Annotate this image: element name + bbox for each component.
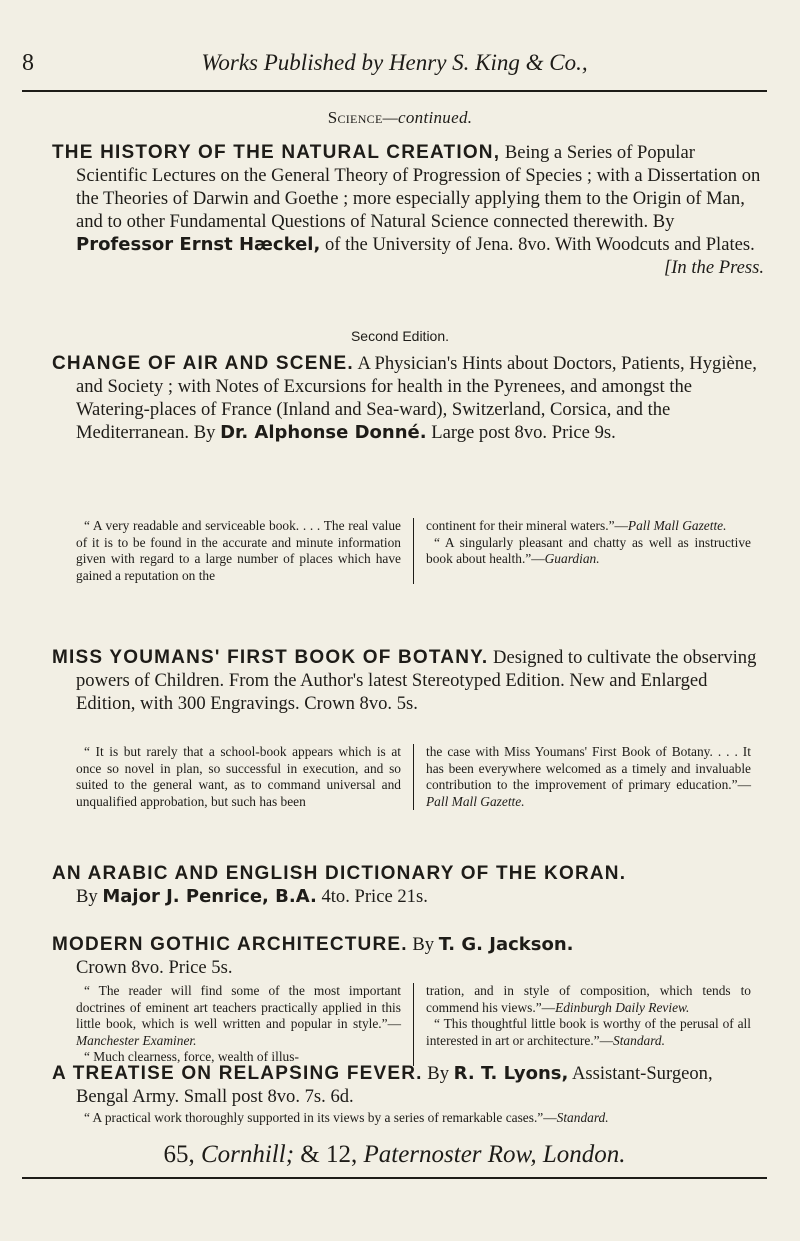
review-quote: “ A singularly pleasant and chatty as well as instructive book about health.”—Guardian. bbox=[426, 534, 751, 567]
quote-column-left bbox=[76, 518, 401, 584]
review-source: Edinburgh Daily Review. bbox=[555, 999, 690, 1015]
entry-description: Being a Series of Popular Scientific Lectures on the General Theory of Progression of Species ; with a Dissertation on the Theories of Darwin and Goethe ; more especially applying them to the Origin of Man, and to other Fundamental Questions of Natural Science connected therewith. By bbox=[76, 142, 761, 232]
review-quotes bbox=[76, 983, 756, 1066]
entry-author: T. G. Jackson. bbox=[438, 934, 574, 955]
page-footer bbox=[22, 1141, 767, 1179]
entry-description-tail: of the University of Jena. 8vo. With Woodcuts and Plates. bbox=[320, 234, 755, 255]
footer-street: Cornhill; bbox=[200, 1141, 301, 1168]
review-quote: tration, and in style of composition, which tends to commend his views.”—Edinburgh Daily Review. bbox=[426, 983, 751, 1015]
review-quotes bbox=[76, 744, 756, 810]
entry-status: [In the Press. bbox=[663, 257, 764, 278]
entry-title: A TREATISE ON RELAPSING FEVER. bbox=[52, 1063, 423, 1084]
column-divider bbox=[413, 983, 414, 1066]
entry-body bbox=[52, 141, 764, 256]
entry-description-tail: 4to. Price 21s. bbox=[316, 886, 428, 907]
edition-note: Second Edition. bbox=[350, 328, 450, 344]
entry-author: Dr. Alphonse Donné. bbox=[220, 422, 427, 443]
entry-history-natural-creation bbox=[52, 141, 764, 279]
section-name: Science bbox=[327, 108, 383, 127]
review-source: Manchester Examiner. bbox=[76, 1032, 197, 1048]
page-number: 8 bbox=[22, 50, 34, 76]
review-quote: “ A practical work thoroughly supported in its views by a series of remarkable cases.”—Standard. bbox=[84, 1110, 609, 1125]
column-divider bbox=[413, 518, 414, 584]
entry-body bbox=[52, 933, 764, 979]
entry-body bbox=[52, 352, 764, 444]
quote-column-left bbox=[76, 983, 401, 1066]
entry-gothic-architecture bbox=[52, 933, 764, 979]
entry-title: MISS YOUMANS' FIRST BOOK OF BOTANY. bbox=[52, 647, 489, 668]
footer-street2: Paternoster Row, London. bbox=[363, 1141, 626, 1168]
entry-body bbox=[52, 646, 764, 715]
review-source: Pall Mall Gazette. bbox=[426, 793, 525, 809]
footer-amp: & bbox=[300, 1141, 326, 1168]
section-heading bbox=[0, 108, 800, 128]
entry-author: R. T. Lyons, bbox=[453, 1063, 569, 1084]
review-quote: the case with Miss Youmans' First Book of Botany. . . . It has been everywhere welcomed as a timely and invaluable contribution to the improvement of primary education.”—Pall Mall Gazette. bbox=[426, 744, 751, 809]
section-suffix: —continued. bbox=[382, 108, 473, 127]
entry-body bbox=[52, 862, 764, 908]
quote-column-left bbox=[76, 744, 401, 810]
page-header bbox=[22, 50, 767, 92]
review-source: Guardian. bbox=[544, 551, 600, 567]
entry-title: MODERN GOTHIC ARCHITECTURE. bbox=[52, 934, 408, 955]
entry-description: A Physician's Hints about Doctors, Patients, Hygiène, and Society ; with Notes of Excursions for health in the Pyrenees, and amongst the Watering-places of France (Inland and Sea-ward), Switzerland, Corsica, and the Mediterranean. By bbox=[76, 353, 757, 443]
entry-title: CHANGE OF AIR AND SCENE. bbox=[52, 353, 354, 374]
entry-arabic-dictionary bbox=[52, 862, 764, 908]
review-quotes bbox=[76, 518, 756, 584]
running-head: Works Published by Henry S. King & Co., bbox=[201, 50, 588, 75]
entry-author: Major J. Penrice, B.A. bbox=[102, 886, 317, 907]
review-quote: “ It is but rarely that a school-book appears which is at once so novel in plan, so successful in execution, and so suited to the general want, as to command universal and unqualified approbation, but such has been bbox=[76, 744, 401, 809]
review-quote: “ A very readable and serviceable book. . . . The real value of it is to be found in the accurate and minute information given with regard to a large number of places which have gained a reputation on the bbox=[76, 518, 401, 583]
entry-first-book-botany bbox=[52, 646, 764, 715]
entry-by: By bbox=[76, 886, 103, 907]
entry-description-tail: Large post 8vo. Price 9s. bbox=[426, 422, 616, 443]
quote-column-right bbox=[426, 518, 751, 584]
entry-by: By bbox=[407, 934, 439, 955]
footer-number: 65, bbox=[163, 1141, 201, 1168]
review-source: Pall Mall Gazette. bbox=[627, 518, 727, 533]
entry-description: Crown 8vo. Price 5s. bbox=[76, 957, 233, 978]
entry-description: Assistant-Surgeon, Bengal Army. Small post 8vo. 7s. 6d. bbox=[76, 1063, 713, 1107]
quote-column-right bbox=[426, 744, 751, 810]
entry-body bbox=[52, 1062, 764, 1108]
review-source: Standard. bbox=[613, 1032, 665, 1048]
review-quote: “ Much clearness, force, wealth of illus- bbox=[84, 1049, 299, 1065]
entry-relapsing-fever bbox=[52, 1062, 764, 1108]
review-source: Standard. bbox=[556, 1110, 609, 1125]
entry-change-of-air bbox=[52, 352, 764, 444]
quote-column-right bbox=[426, 983, 751, 1066]
entry-author: Professor Ernst Hæckel, bbox=[76, 234, 321, 255]
entry-title: THE HISTORY OF THE NATURAL CREATION, bbox=[52, 142, 501, 163]
review-quote: continent for their mineral waters.”—Pall Mall Gazette. bbox=[426, 518, 727, 533]
footer-number2: 12, bbox=[325, 1141, 364, 1168]
entry-description: Designed to cultivate the observing powers of Children. From the Author's latest Stereotyped Edition. New and Enlarged Edition, with 300 Engravings. Crown 8vo. 5s. bbox=[76, 647, 757, 714]
review-quote: “ This thoughtful little book is worthy of the perusal of all interested in art or architecture.”—Standard. bbox=[426, 1016, 751, 1048]
entry-by: By bbox=[422, 1063, 454, 1084]
column-divider bbox=[413, 744, 414, 810]
review-quote: “ The reader will find some of the most important doctrines of eminent art teachers practically applied in this little book, which is well written and popular in style.”—Manchester Examiner. bbox=[76, 983, 401, 1048]
entry-title: AN ARABIC AND ENGLISH DICTIONARY OF THE KORAN. bbox=[52, 863, 627, 884]
